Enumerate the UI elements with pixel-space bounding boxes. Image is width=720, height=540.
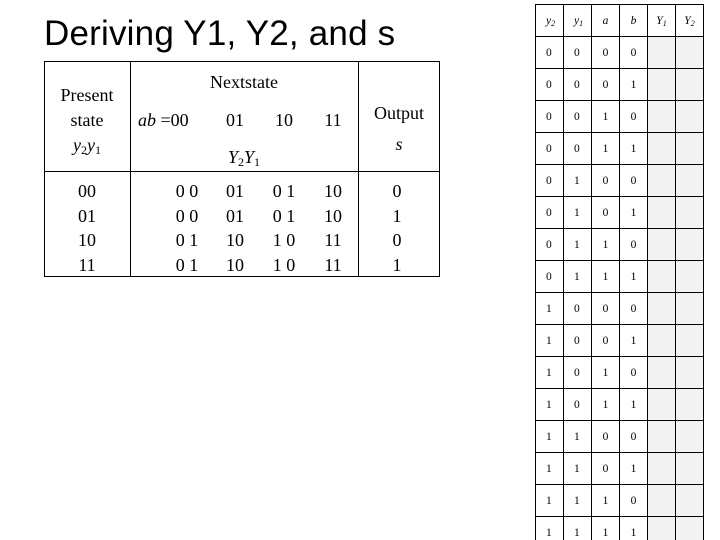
Y1-output-cell: [648, 325, 676, 357]
truth-table-cell: 1: [592, 133, 620, 165]
next-state-label: Nextstate: [210, 72, 278, 92]
truth-table-row: [536, 293, 704, 325]
truth-table-cell: 0: [592, 69, 620, 101]
next-state-cell: 1 0: [272, 230, 296, 250]
truth-table-row: [536, 165, 704, 197]
truth-table-cell: 0: [592, 453, 620, 485]
truth-table-cell: 1: [620, 133, 648, 165]
output-column: [367, 179, 427, 277]
truth-table-cell: 0: [620, 37, 648, 69]
output-variable: s: [395, 134, 403, 154]
state-table: [44, 61, 440, 277]
truth-table-cell: 1: [620, 69, 648, 101]
truth-table-cell: 1: [620, 453, 648, 485]
Y2-output-cell: [676, 357, 704, 389]
present-state-cell: 00: [78, 181, 96, 201]
truth-table-row: [536, 261, 704, 293]
truth-table-cell: 1: [620, 261, 648, 293]
Y2-output-cell: [676, 453, 704, 485]
truth-table-row: [536, 389, 704, 421]
output-cell: 0: [392, 181, 402, 201]
present-state-label-line2: state: [70, 110, 104, 130]
header-y1: $y_1$: [564, 5, 592, 37]
truth-table-row: [536, 101, 704, 133]
truth-table-cell: 1: [592, 101, 620, 133]
next-state-cell: 01: [226, 205, 244, 226]
present-state-label-line1: Present: [60, 85, 114, 105]
truth-table-cell: 1: [564, 485, 592, 517]
truth-table-cell: 1: [536, 325, 564, 357]
truth-table-cell: 0: [564, 389, 592, 421]
truth-table-cell: 0: [592, 165, 620, 197]
Y2-output-cell: [676, 325, 704, 357]
truth-table-cell: 1: [620, 517, 648, 540]
truth-table-row: [536, 453, 704, 485]
next-state-cell: 10: [324, 181, 342, 201]
truth-table-cell: 1: [564, 261, 592, 293]
Y2-output-cell: [676, 485, 704, 517]
truth-table: [535, 4, 704, 540]
input-column-11: 11: [324, 110, 342, 130]
Y1-output-cell: [648, 389, 676, 421]
next-state-cell: 11: [324, 254, 342, 275]
next-state-cell: 0 1: [272, 181, 296, 201]
next-state-variables: $Y_2Y_1$: [227, 147, 261, 169]
Y1-output-cell: [648, 421, 676, 453]
Y1-output-cell: [648, 165, 676, 197]
truth-table-cell: 1: [564, 197, 592, 229]
Y2-output-cell: [676, 165, 704, 197]
truth-table-cell: 0: [536, 101, 564, 133]
Y2-output-cell: [676, 229, 704, 261]
truth-table-cell: 1: [592, 357, 620, 389]
truth-table-cell: 1: [592, 389, 620, 421]
truth-table-cell: 0: [536, 261, 564, 293]
Y2-output-cell: [676, 197, 704, 229]
truth-table-cell: 0: [564, 357, 592, 389]
truth-table-cell: 0: [564, 325, 592, 357]
next-state-cell: 1 0: [272, 254, 296, 275]
header-divider: [44, 171, 440, 172]
truth-table-row: [536, 421, 704, 453]
present-state-cell: 01: [78, 205, 96, 226]
Y2-output-cell: [676, 293, 704, 325]
page-title: Deriving Y1, Y2, and s: [44, 14, 396, 53]
Y1-output-cell: [648, 261, 676, 293]
next-state-cell: 01: [226, 181, 244, 201]
Y1-output-cell: [648, 101, 676, 133]
Y2-output-cell: [676, 69, 704, 101]
truth-table-cell: 1: [592, 517, 620, 540]
Y1-output-cell: [648, 453, 676, 485]
present-state-cell: 11: [78, 254, 96, 275]
truth-table-cell: 1: [620, 389, 648, 421]
truth-table-cell: 0: [620, 165, 648, 197]
truth-table-cell: 0: [592, 37, 620, 69]
Y1-output-cell: [648, 229, 676, 261]
truth-table-row: [536, 37, 704, 69]
truth-table-cell: 0: [620, 293, 648, 325]
next-state-cell: 10: [226, 230, 244, 250]
truth-table-cell: 0: [620, 101, 648, 133]
truth-table-cell: 1: [592, 229, 620, 261]
header-Y2: $Y_2$: [676, 5, 704, 37]
truth-table-cell: 1: [536, 517, 564, 540]
Y2-output-cell: [676, 517, 704, 540]
truth-table-cell: 0: [536, 37, 564, 69]
Y1-output-cell: [648, 37, 676, 69]
Y2-output-cell: [676, 261, 704, 293]
header-a: a: [592, 5, 620, 37]
truth-table-cell: 0: [564, 37, 592, 69]
next-state-cell: 10: [226, 254, 244, 275]
Y2-output-cell: [676, 389, 704, 421]
truth-table-row: [536, 517, 704, 540]
Y2-output-cell: [676, 421, 704, 453]
input-column-01: 01: [226, 110, 244, 130]
next-state-column-11: [303, 179, 363, 277]
truth-table-body: [536, 37, 704, 540]
truth-table-cell: 1: [536, 357, 564, 389]
truth-table-cell: 1: [536, 293, 564, 325]
next-state-cell: 0 0: [175, 181, 199, 201]
truth-table-cell: 1: [564, 453, 592, 485]
truth-table-cell: 0: [592, 325, 620, 357]
truth-table-cell: 0: [536, 165, 564, 197]
truth-table-cell: 1: [592, 261, 620, 293]
column-divider: [130, 61, 131, 277]
header-Y1: $Y_1$: [648, 5, 676, 37]
truth-table-cell: 0: [620, 485, 648, 517]
truth-table-cell: 0: [536, 133, 564, 165]
Y1-output-cell: [648, 517, 676, 540]
truth-table-cell: 0: [564, 101, 592, 133]
truth-table-cell: 1: [536, 389, 564, 421]
truth-table-cell: 0: [564, 69, 592, 101]
input-column-10: 10: [275, 110, 293, 130]
truth-table-cell: 1: [564, 517, 592, 540]
output-cell: 0: [392, 230, 402, 250]
truth-table-cell: 0: [536, 69, 564, 101]
truth-table-cell: 0: [564, 133, 592, 165]
truth-table-cell: 1: [620, 197, 648, 229]
next-state-cell: 0 0: [175, 205, 199, 226]
Y1-output-cell: [648, 293, 676, 325]
Y1-output-cell: [648, 197, 676, 229]
truth-table-row: [536, 197, 704, 229]
truth-table-cell: 1: [536, 485, 564, 517]
next-state-cell: 10: [324, 205, 342, 226]
Y1-output-cell: [648, 69, 676, 101]
truth-table-cell: 1: [620, 325, 648, 357]
Y2-output-cell: [676, 101, 704, 133]
truth-table-cell: 1: [536, 421, 564, 453]
Y1-output-cell: [648, 485, 676, 517]
next-state-cell: 0 1: [175, 254, 199, 275]
Y1-output-cell: [648, 357, 676, 389]
truth-table-cell: 0: [592, 421, 620, 453]
truth-table-row: [536, 357, 704, 389]
truth-table-cell: 1: [564, 165, 592, 197]
output-label: Output: [373, 103, 424, 123]
present-state-cell: 10: [78, 230, 96, 250]
present-state-variables: $y_2y_1$: [73, 135, 101, 157]
truth-table-cell: 0: [620, 229, 648, 261]
truth-table-cell: 1: [564, 421, 592, 453]
Y1-output-cell: [648, 133, 676, 165]
truth-table-row: [536, 325, 704, 357]
truth-table-row: [536, 229, 704, 261]
header-y2: $y_2$: [536, 5, 564, 37]
input-column-00: ab =00: [138, 110, 189, 130]
output-cell: 1: [392, 254, 402, 275]
truth-table-row: [536, 69, 704, 101]
header-b: b: [620, 5, 648, 37]
next-state-cell: 11: [324, 230, 342, 250]
truth-table-cell: 0: [592, 293, 620, 325]
present-state-column: [57, 179, 117, 277]
truth-table-row: [536, 133, 704, 165]
truth-table-row: [536, 485, 704, 517]
truth-table-cell: 0: [536, 229, 564, 261]
truth-table-cell: 0: [536, 197, 564, 229]
next-state-cell: 0 1: [175, 230, 199, 250]
truth-table-cell: 0: [564, 293, 592, 325]
next-state-cell: 0 1: [272, 205, 296, 226]
truth-table-cell: 0: [620, 357, 648, 389]
truth-table-cell: 0: [620, 421, 648, 453]
truth-table-cell: 0: [592, 197, 620, 229]
truth-table-cell: 1: [536, 453, 564, 485]
truth-table-cell: 1: [564, 229, 592, 261]
output-cell: 1: [392, 205, 402, 226]
Y2-output-cell: [676, 37, 704, 69]
truth-table-header-row: [536, 5, 704, 37]
truth-table-cell: 1: [592, 485, 620, 517]
Y2-output-cell: [676, 133, 704, 165]
